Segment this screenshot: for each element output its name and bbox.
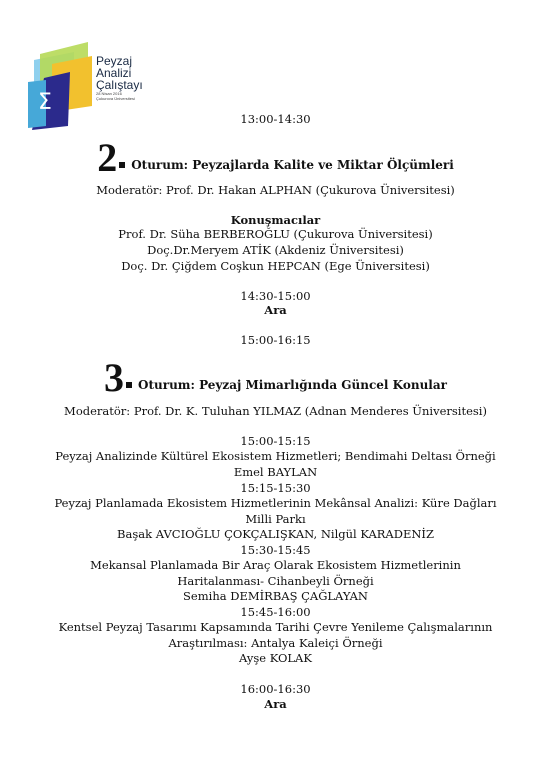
- logo-symbol: Σ: [38, 90, 52, 115]
- logo-university: Çukurova Üniversitesi: [96, 96, 135, 101]
- speaker-item: Doç.Dr.Meryem ATİK (Akdeniz Üniversitesi): [147, 243, 404, 257]
- session-number: 2: [97, 135, 118, 180]
- session-number: 3: [104, 355, 125, 400]
- logo-text: [96, 55, 143, 101]
- bullet-square-icon: [126, 382, 132, 388]
- session-3-heading: [0, 354, 551, 401]
- talk-title: Kentsel Peyzaj Tasarımı Kapsamında Tarihi Çevre Yenileme Çalışmalarının: [58, 620, 493, 634]
- bullet-square-icon: [119, 162, 125, 168]
- logo-line-2: Analizi: [96, 66, 132, 80]
- speakers-heading: Konuşmacılar: [230, 213, 321, 227]
- talk-title: Milli Parkı: [245, 512, 306, 526]
- session-2-heading: [0, 134, 551, 181]
- logo-line-3: Çalıştayı: [96, 78, 143, 92]
- talk-title: Araştırılması: Antalya Kaleiçi Örneği: [168, 636, 383, 650]
- session-title: Oturum: Peyzaj Mimarlığında Güncel Konular: [138, 378, 447, 392]
- talk-title: Peyzaj Analizinde Kültürel Ekosistem Hizmetleri; Bendimahi Deltası Örneği: [55, 449, 496, 463]
- speaker-item: Prof. Dr. Süha BERBEROĞLU (Çukurova Üniversitesi): [118, 227, 433, 241]
- logo-line-1: Peyzaj: [96, 54, 133, 68]
- speaker-item: Doç. Dr. Çiğdem Coşkun HEPCAN (Ege Üniversitesi): [121, 259, 430, 273]
- session-3-moderator: Moderatör: Prof. Dr. K. Tuluhan YILMAZ (Adnan Menderes Üniversitesi): [64, 404, 487, 418]
- talk-title: Mekansal Planlamada Bir Araç Olarak Ekosistem Hizmetlerinin: [90, 558, 461, 572]
- talk-title: Peyzaj Planlamada Ekosistem Hizmetlerinin Mekânsal Analizi: Küre Dağları: [54, 496, 497, 510]
- logo-date: 28 Nisan 2016: [96, 91, 122, 96]
- session-2-moderator: Moderatör: Prof. Dr. Hakan ALPHAN (Çukurova Üniversitesi): [96, 183, 455, 197]
- break-2-time: 16:00-16:30: [240, 682, 311, 696]
- time-slot-2: 15:00-16:15: [240, 333, 311, 347]
- session-title: Oturum: Peyzajlarda Kalite ve Miktar Ölçümleri: [131, 158, 454, 172]
- talk-time: 15:45-16:00: [240, 605, 311, 619]
- talk-time: 15:30-15:45: [240, 543, 311, 557]
- talk-title: Haritalanması- Cihanbeyli Örneği: [177, 574, 374, 588]
- time-slot-1: 13:00-14:30: [240, 112, 311, 126]
- talk-time: 15:00-15:15: [240, 434, 311, 448]
- talk-time: 15:15-15:30: [240, 481, 311, 495]
- break-1-time: 14:30-15:00: [240, 289, 311, 303]
- break-1-label: Ara: [264, 303, 287, 317]
- talk-speaker: Emel BAYLAN: [233, 465, 318, 479]
- talk-speaker: Semiha DEMİRBAŞ ÇAĞLAYAN: [183, 589, 368, 603]
- break-2-label: Ara: [264, 697, 287, 711]
- talk-speaker: Ayşe KOLAK: [239, 651, 312, 665]
- talk-speaker: Başak AVCIOĞLU ÇOKÇALIŞKAN, Nilgül KARADENİZ: [117, 527, 434, 541]
